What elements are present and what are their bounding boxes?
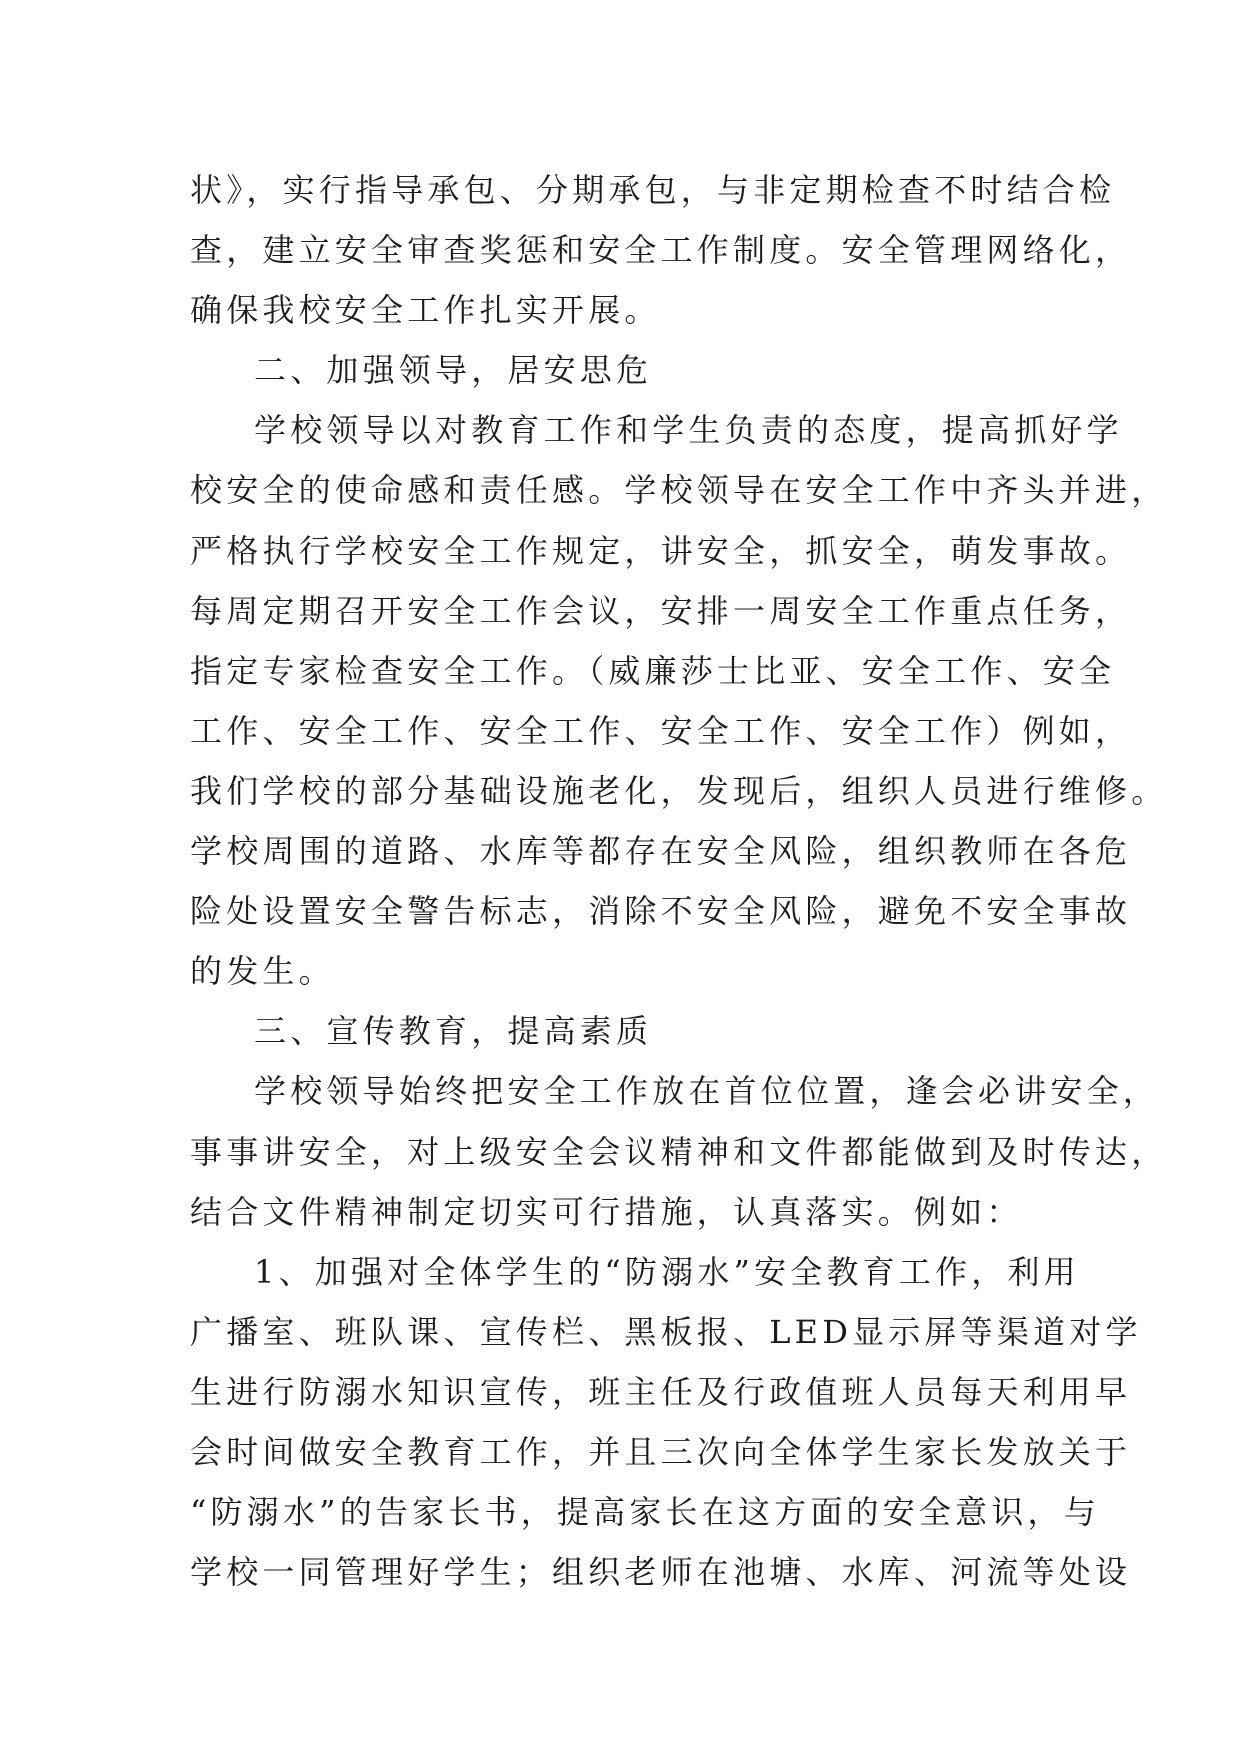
text-line: 生进行防溺水知识宣传，班主任及行政值班人员每天利用早 <box>190 1372 1132 1411</box>
text-line: 工作、安全工作、安全工作、安全工作、安全工作）例如， <box>190 711 1132 750</box>
text-line: 结合文件精神制定切实可行措施，认真落实。例如： <box>190 1192 1023 1231</box>
text-line: 学校领导以对教育工作和学生负责的态度，提高抓好学 <box>254 411 1123 450</box>
text-line: 我们学校的部分基础设施老化，发现后，组织人员进行维修。 <box>190 771 1168 810</box>
text-line: 险处设置安全警告标志，消除不安全风险，避免不安全事故 <box>190 892 1132 931</box>
section-heading: 二、加强领导，居安思危 <box>254 351 653 390</box>
text-line: 查，建立安全审查奖惩和安全工作制度。安全管理网络化， <box>190 231 1132 270</box>
body-text <box>190 160 1168 1602</box>
text-line: 事事讲安全，对上级安全会议精神和文件都能做到及时传达， <box>190 1132 1168 1171</box>
text-line: 校安全的使命感和责任感。学校领导在安全工作中齐头并进， <box>190 471 1168 510</box>
text-line: 的发生。 <box>190 952 335 991</box>
text-line: 严格执行学校安全工作规定，讲安全，抓安全，萌发事故。 <box>190 531 1132 570</box>
text-line: 会时间做安全教育工作，并且三次向全体学生家长发放关于 <box>190 1432 1132 1471</box>
text-line: “防溺水”的告家长书，提高家长在这方面的安全意识，与 <box>190 1493 1100 1532</box>
section-heading: 三、宣传教育，提高素质 <box>254 1012 653 1051</box>
list-item-start: 1、加强对全体学生的“防溺水”安全教育工作，利用 <box>254 1252 1080 1291</box>
text-line: 广播室、班队课、宣传栏、黑板报、LED显示屏等渠道对学 <box>190 1312 1142 1351</box>
text-line: 学校领导始终把安全工作放在首位位置，逢会必讲安全， <box>254 1072 1160 1111</box>
text-line: 状》，实行指导承包、分期承包，与非定期检查不时结合检 <box>190 171 1116 209</box>
text-line: 学校周围的道路、水库等都存在安全风险，组织教师在各危 <box>190 832 1132 871</box>
text-line: 指定专家检查安全工作。（威廉莎士比亚、安全工作、安全 <box>190 651 1116 690</box>
text-line: 学校一同管理好学生；组织老师在池塘、水库、河流等处设 <box>190 1553 1132 1592</box>
text-line: 确保我校安全工作扎实开展。 <box>190 291 661 330</box>
text-line: 每周定期召开安全工作会议，安排一周安全工作重点任务， <box>190 591 1132 630</box>
